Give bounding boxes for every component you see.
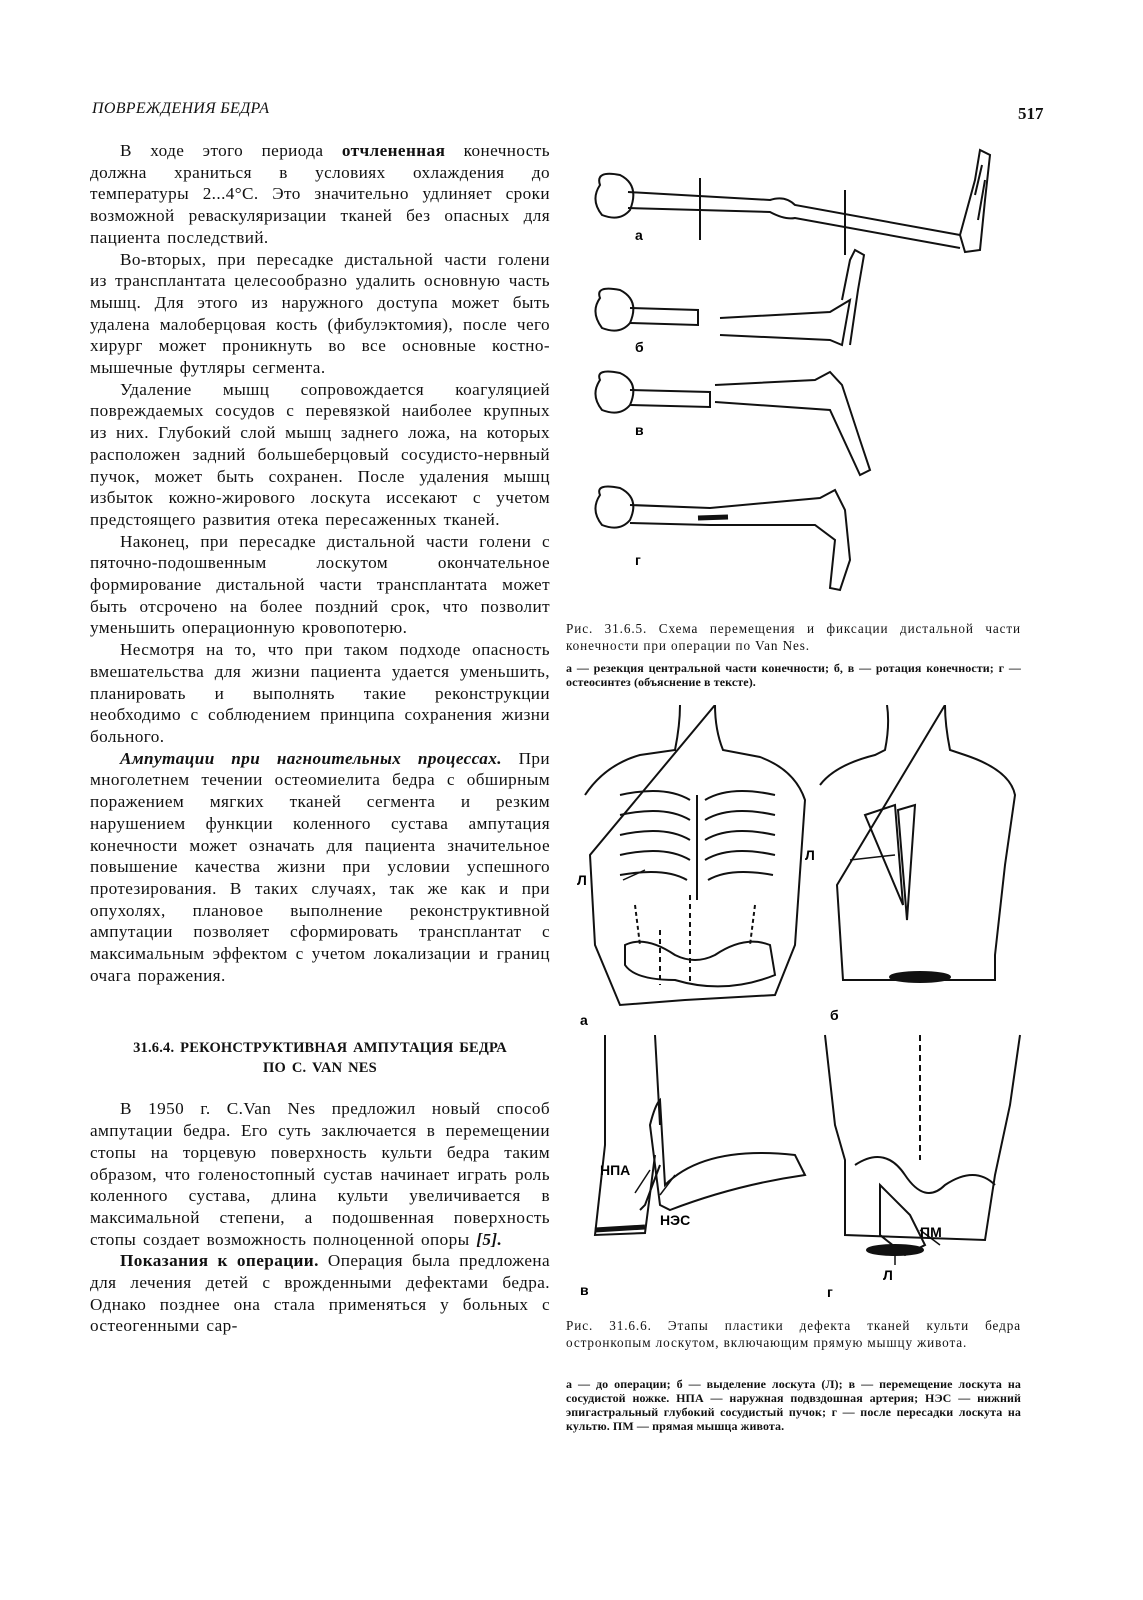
run-in-heading-indications: Показания к операции. xyxy=(120,1251,319,1271)
paragraph-7: В 1950 г. C.Van Nes предложил новый способ ампутации бедра. Его суть заключается в перемещении стопы на торцевую поверхность культи бедра таким образом, что голеностопный сустав начинает играть роль коленного сустава, длина культи увеличивается в максимальной степени, а подошвенная поверхность стопы создает возможность полноценной опоры [5]. xyxy=(90,1099,550,1249)
label-PM: ПМ xyxy=(920,1224,942,1240)
reference: [5]. xyxy=(476,1229,503,1249)
figure-31-6-6 xyxy=(565,705,1025,1305)
figure-31-6-6-legend: а — до операции; б — выделение лоскута (Л); в — перемещение лоскута на сосудистой ножке. НПА — наружная подвздошная артерия; НЭС — нижний эпигастральный глубокий сосудистый пучок; г — после пересадки лоскута на культю. ПМ — прямая мышца живота. xyxy=(566,1377,1021,1433)
left-column xyxy=(90,140,550,1337)
figure-31-6-6-caption: Рис. 31.6.6. Этапы пластики дефекта тканей культи бедра остронкопым лоскутом, включающим прямую мышцу живота. xyxy=(566,1318,1021,1350)
paragraph-4: Наконец, при пересадке дистальной части голени с пяточно-подошвенным лоскутом окончательное формирование дистальной части трансплантата может быть отсрочено на более поздний срок, что позволит уменьшить операционную кровопотерю. xyxy=(90,531,550,638)
running-title: ПОВРЕЖДЕНИЯ БЕДРА xyxy=(92,100,270,117)
panel-b-torso xyxy=(820,705,1015,982)
run-in-heading-amputations: Ампутации при нагноительных процессах. xyxy=(120,748,502,768)
paragraph-1: В ходе этого периода отчлененная конечность должна храниться в условиях охлаждения до температуры 2...4°С. Это значительно удлиняет сроки возможной реваскуляризации тканей без опасных для пациента последствий. xyxy=(90,141,550,247)
figure-31-6-5-legend: а — резекция центральной части конечности; б, в — ротация конечности; г — остеосинтез (объяснение в тексте). xyxy=(566,661,1021,689)
panel-a-torso xyxy=(585,705,805,1005)
limb-row-b xyxy=(595,250,864,345)
figure2-label-d: г xyxy=(827,1284,833,1300)
page-number: 517 xyxy=(1018,104,1044,123)
figure-31-6-5 xyxy=(580,140,1030,610)
figure2-label-a: а xyxy=(580,1012,588,1028)
figure-31-6-5-caption: Рис. 31.6.5. Схема перемещения и фиксации дистальной части конечности при операции по Van Nes. xyxy=(566,621,1021,653)
figure2-label-c: в xyxy=(580,1282,589,1298)
limb-row-a xyxy=(595,150,990,255)
paragraph-6: Ампутации при нагноительных процессах. При многолетнем течении остеомиелита бедра с обширным поражением мягких тканей сегмента и резким нарушением функции коленного сустава ампутация конечности может означать для пациента значительное повышение качества жизни при условии успешного протезирования. В таких случаях, так же как и при опухолях, плановое выполнение реконструктивной ампутации позволяет сформировать трансплантат с максимальным эффектом с учетом локализации и границ очага поражения. xyxy=(90,748,550,985)
figure1-label-b: б xyxy=(635,339,644,355)
section-title: 31.6.4. РЕКОНСТРУКТИВНАЯ АМПУТАЦИЯ БЕДРА ПО С. VAN NES xyxy=(133,1040,507,1077)
paragraph-2: Во-вторых, при пересадке дистальной части голени из трансплантата целесообразно удалить основную часть мышц. Для этого из наружного доступа может быть удалена малоберцовая кость (фибулэктомия), после чего хирург может проникнуть во все основные костно-мышечные футляры сегмента. xyxy=(90,249,550,378)
figure1-label-d: г xyxy=(635,552,641,568)
panel-d-pelvis xyxy=(825,1035,1020,1255)
limb-row-d xyxy=(595,487,850,590)
figure-31-6-5-drawing xyxy=(580,140,1030,610)
label-NES: НЭС xyxy=(660,1212,691,1228)
figure1-label-c: в xyxy=(635,422,644,438)
panel-c-stump xyxy=(595,1035,805,1235)
label-L-panel-d: Л xyxy=(883,1267,893,1283)
label-L-panel-a: Л xyxy=(577,872,587,888)
label-NPA: НПА xyxy=(600,1162,631,1178)
figure1-label-a: а xyxy=(635,227,643,243)
label-L-panel-b: Л xyxy=(805,847,815,863)
paragraph-8: Показания к операции. Операция была предложена для лечения детей с врожденными дефектами бедра. Однако позднее она стала применяться у больных с остеогенными сар- xyxy=(90,1251,550,1336)
bold-term: отчлененная xyxy=(341,141,446,160)
paragraph-5: Несмотря на то, что при таком подходе опасность вмешательства для жизни пациента удается уменьшить, планировать и выполнять такие реконструкции необходимо с соблюдением принципа сохранения жизни больного. xyxy=(90,640,550,746)
paragraph-3: Удаление мышц сопровождается коагуляцией повреждаемых сосудов с перевязкой наиболее крупных из них. Глубокий слой мышц заднего ложа, на которых расположен задний большеберцовый сосудисто-нервный пучок, может быть сохранен. После удаления мышц избыток кожно-жирового лоскута иссекают с учетом предстоящего развития отека пересаженных тканей. xyxy=(90,379,550,529)
figure-31-6-6-drawing xyxy=(565,705,1025,1305)
figure2-label-b: б xyxy=(830,1007,839,1023)
